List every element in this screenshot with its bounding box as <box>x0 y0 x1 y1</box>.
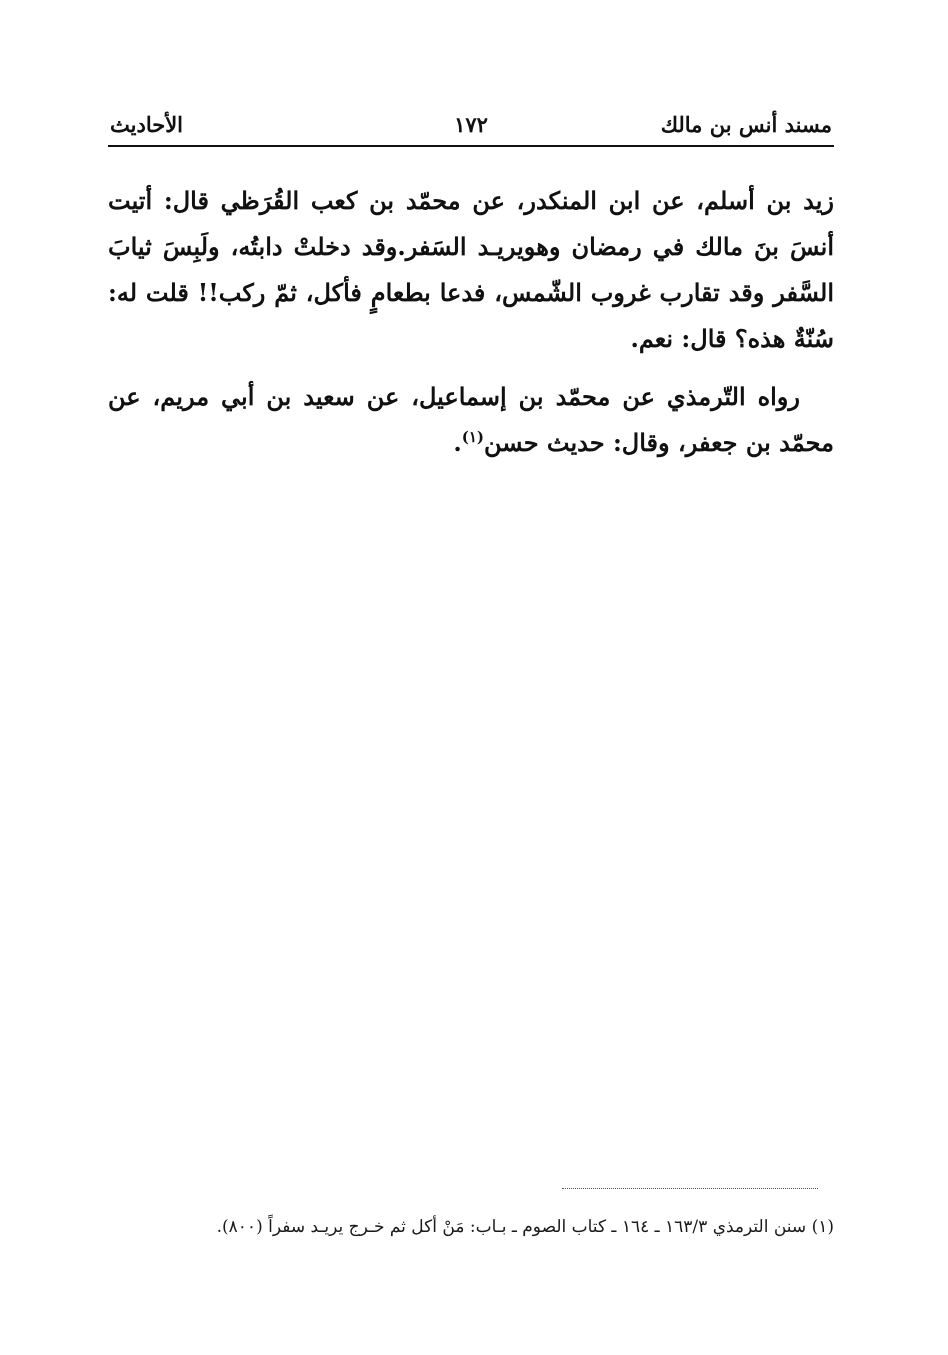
footnote-reference[interactable]: (١) <box>461 428 485 446</box>
running-header <box>110 112 832 144</box>
hadith-paragraph: زيد بن أسلم، عن ابن المنكدر، عن محمّد بن كعب القُرَظي قال: أتيت أنسَ بنَ مالك في رمضان وهويريـد السَفر.وقد دخلتْ دابتُه، ولَبِسَ ثيابَ السَّفر وقد تقارب غروب الشّمس، فدعا بطعامٍ فأكل، ثمّ ركب!! قلت له: سُنّةٌ هذه؟ قال: نعم. <box>108 186 834 353</box>
page-number: ١٧٢ <box>454 112 488 137</box>
footnote-item: (١) سنن الترمذي ١٦٣/٣ ـ ١٦٤ ـ كتاب الصوم ـ بـاب: مَنْ أكل ثم خـرج يريـد سفراً (٨٠٠). <box>216 1217 834 1237</box>
narration-paragraph <box>108 374 834 466</box>
narration-text: رواه التّرمذي عن محمّد بن إسماعيل، عن سعيد بن أبي مريم، عن محمّد بن جعفر، وقال: حديث حسن <box>108 382 834 457</box>
footnote-separator <box>562 1188 818 1189</box>
section-title: الأحاديث <box>110 112 184 137</box>
footnotes <box>96 1212 834 1242</box>
paragraph-end: . <box>453 428 462 457</box>
main-text <box>108 178 834 466</box>
header-rule <box>108 145 834 147</box>
book-title: مسند أنس بن مالك <box>660 112 832 137</box>
